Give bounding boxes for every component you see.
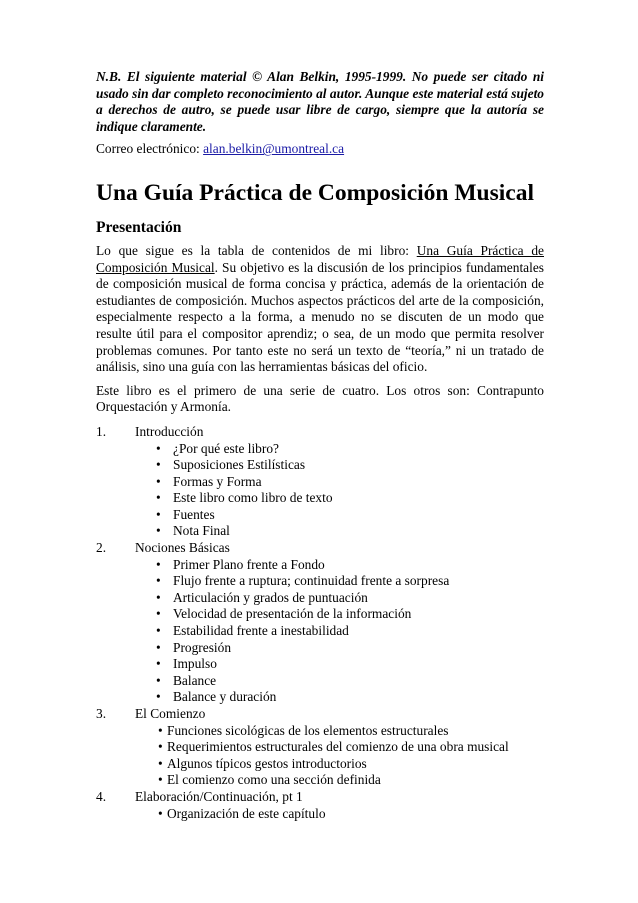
section-item: • Fuentes: [154, 507, 544, 524]
section-item: • Articulación y grados de puntuación: [154, 590, 544, 607]
chapter-number: 4.: [96, 788, 107, 804]
email-line: [96, 141, 544, 158]
section-item: • Algunos típicos gestos introductorios: [155, 756, 544, 773]
section-item: • ¿Por qué este libro?: [154, 441, 544, 458]
chapter-sections: [96, 806, 544, 823]
book-title-link[interactable]: Una Guía Práctica de Composición Musical: [96, 242, 544, 275]
section-item: • Suposiciones Estilísticas: [154, 457, 544, 474]
section-item: • Impulso: [154, 656, 544, 673]
chapter-title: El Comienzo: [135, 706, 206, 721]
section-item: • Nota Final: [154, 523, 544, 540]
section-item: • Organización de este capítulo: [155, 806, 544, 823]
section-item: • Requerimientos estructurales del comienzo de una obra musical: [155, 739, 544, 756]
section-item: • El comienzo como una sección definida: [155, 772, 544, 789]
section-item: • Primer Plano frente a Fondo: [154, 557, 544, 574]
section-item: • Estabilidad frente a inestabilidad: [154, 623, 544, 640]
chapter-number: 1.: [96, 423, 107, 439]
chapter-title: Nociones Básicas: [135, 540, 230, 556]
chapter-title: Elaboración/Continuación, pt 1: [135, 788, 303, 804]
section-item: • Formas y Forma: [154, 474, 544, 491]
toc-chapter: [96, 424, 544, 540]
copyright-notice: N.B. El siguiente material © Alan Belkin, 1995-1999. No puede ser citado ni usado sin dar completo reconocimiento al autor. Aunque este material está sujeto a derechos de autro, se puede usar libre de cargo, siempre que la autoría se indique claramente.: [96, 69, 544, 134]
section-item: • Progresión: [154, 640, 544, 657]
section-item: • Flujo frente a ruptura; continuidad frente a sorpresa: [154, 573, 544, 590]
document-title: Una Guía Práctica de Composición Musical: [96, 179, 534, 206]
section-item: • Este libro como libro de texto: [154, 490, 544, 507]
chapter-number: 2.: [96, 540, 107, 556]
chapter-sections: [96, 557, 544, 706]
chapter-number: 3.: [96, 706, 107, 721]
series-paragraph: Este libro es el primero de una serie de cuatro. Los otros son: Contrapunto Orquestación y Armonía.: [96, 382, 544, 415]
section-item: • Funciones sicológicas de los elementos estructurales: [155, 723, 544, 740]
intro-text-start: Lo que sigue es la tabla de contenidos de mi libro:: [96, 242, 417, 258]
intro-text-rest: . Su objetivo es la discusión de los principios fundamentales de composición musical de forma concisa y práctica, además de la orientación de estudiantes de composición. Muchos aspectos prácticos del arte de la composición, especialmente respecto a la forma, a menudo no se discuten de un modo que resulte útil para el compositor aprendiz; o sea, de un modo que permita resolver problemas comunes. Por tanto este no será un texto de “teoría,” ni un tratado de análisis, sino una guía con las herramientas básicas del oficio.: [96, 259, 544, 375]
section-item: • Balance: [154, 673, 544, 690]
toc-chapter: [96, 789, 544, 822]
section-item: • Velocidad de presentación de la información: [154, 606, 544, 623]
email-label: Correo electrónico:: [96, 141, 204, 157]
email-link[interactable]: alan.belkin@umontreal.ca: [203, 141, 345, 157]
toc-chapter: [96, 540, 544, 706]
chapter-sections: [96, 441, 544, 541]
document-page: [96, 69, 544, 822]
toc-chapter: [96, 706, 544, 789]
table-of-contents: [96, 424, 544, 822]
section-heading: Presentación: [96, 218, 182, 236]
intro-paragraph: [96, 243, 544, 376]
section-item: • Balance y duración: [154, 689, 544, 706]
chapter-title: Introducción: [135, 423, 204, 439]
chapter-sections: [96, 723, 544, 789]
